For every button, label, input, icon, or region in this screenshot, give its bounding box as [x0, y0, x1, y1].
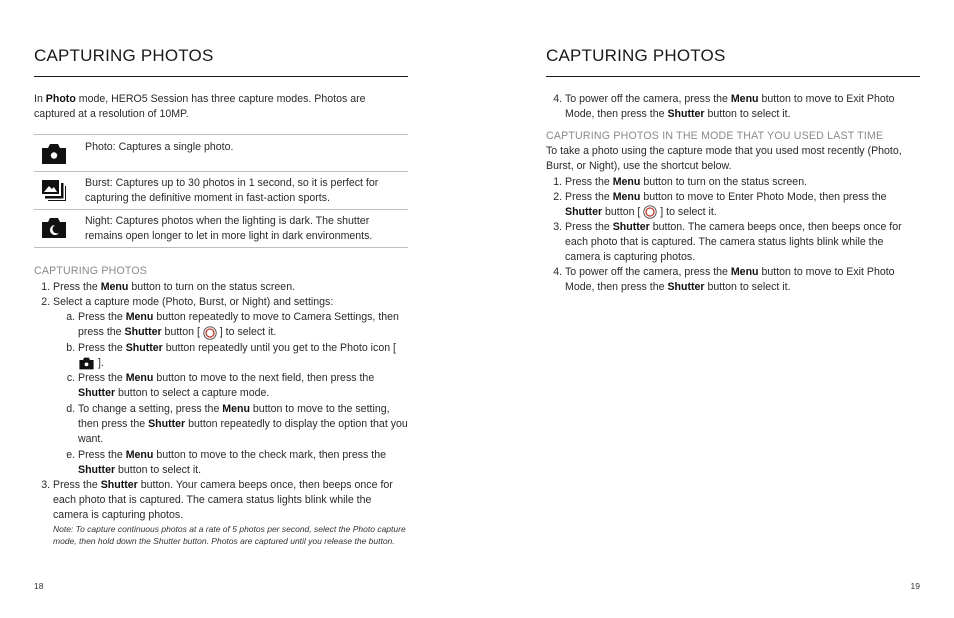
page-number: 18: [34, 581, 44, 591]
shortcut-steps-list: [546, 175, 920, 295]
right-page: [546, 0, 920, 618]
page-number: 19: [910, 581, 920, 591]
list-item: 4. To power off the camera, press the Menu button to move to Exit Photo Mode, then press the Shutter button to select it.: [565, 265, 920, 295]
list-item: 4. To power off the camera, press the Menu button to move to Exit Photo Mode, then press the Shutter button to select it.: [565, 92, 920, 122]
list-item: a. Press the Menu button repeatedly to move to Camera Settings, then press the Shutter button [ ] to select it.: [78, 310, 408, 341]
mode-row-burst: [34, 172, 408, 210]
mode-row-night: [34, 210, 408, 248]
list-item: b. Press the Shutter button repeatedly until you get to the Photo icon [ ].: [78, 341, 408, 372]
list-item: [53, 295, 408, 478]
list-item: c. Press the Menu button to move to the next field, then press the Shutter button to select a capture mode.: [78, 371, 408, 402]
substeps-list: [53, 310, 408, 478]
camera-icon: [78, 357, 95, 370]
mode-text-photo: Photo: Captures a single photo.: [85, 141, 234, 153]
steps-list: [34, 280, 408, 547]
title-rule: [34, 76, 408, 77]
intro-text: mode, HERO5 Session has three capture modes. Photos are captured at a resolution of 10MP.: [34, 93, 366, 120]
burst-icon: [41, 179, 67, 201]
page-title: CAPTURING PHOTOS: [546, 46, 726, 65]
note-text: Note: To capture continuous photos at a rate of 5 photos per second, select the Photo capture mode, then hold down the Shutter button. Photos are captured until you release the button.: [53, 524, 406, 547]
list-item: e. Press the Menu button to move to the check mark, then press the Shutter button to select it.: [78, 448, 408, 479]
camera-icon: [41, 143, 67, 165]
shutter-icon: [203, 326, 217, 340]
capture-modes-table: [34, 134, 408, 248]
intro-text: In: [34, 93, 46, 105]
intro-bold-photo: Photo: [45, 93, 76, 105]
night-icon: [41, 217, 67, 239]
list-item: 1. Press the Menu button to turn on the status screen.: [565, 175, 920, 190]
mode-text-night: Night: Captures photos when the lighting is dark. The shutter remains open longer to let in more light in dark environments.: [85, 215, 373, 242]
left-page: [34, 0, 408, 618]
mode-row-photo: [34, 135, 408, 172]
intro-paragraph: [34, 92, 394, 122]
shutter-icon: [643, 205, 657, 219]
mode-text-burst: Burst: Captures up to 30 photos in 1 second, so it is perfect for capturing the definitive moment in fast-action sports.: [85, 177, 379, 204]
step2-text: Select a capture mode (Photo, Burst, or Night) and settings:: [53, 296, 334, 308]
page-title: CAPTURING PHOTOS: [34, 46, 214, 65]
section-subheading: CAPTURING PHOTOS IN THE MODE THAT YOU USED LAST TIME: [546, 130, 884, 142]
list-item: 1. Press the Menu button to turn on the status screen.: [53, 280, 408, 295]
steps-list-continued: [546, 92, 920, 122]
list-item: 3. Press the Shutter button. The camera beeps once, then beeps once for each photo that is captured. The camera status lights blink while the camera is capturing photos.: [565, 220, 920, 265]
section-subheading: CAPTURING PHOTOS: [34, 265, 148, 277]
title-rule: [546, 76, 920, 77]
list-item: d. To change a setting, press the Menu button to move to the setting, then press the Shutter button repeatedly to display the option that you want.: [78, 402, 408, 448]
list-item: 3. Press the Shutter button. Your camera beeps once, then beeps once for each photo that is captured. The camera status lights blink while the camera is capturing photos. Note: To capture continuous photos at a rate of 5 photos per second, select the Photo capture mode, then hold down the Shutter button. Photos are captured until you release the button.: [53, 478, 408, 547]
shortcut-intro: To take a photo using the capture mode that you used most recently (Photo, Burst, or Night), use the shortcut below.: [546, 145, 902, 172]
list-item: 2. Press the Menu button to move to Enter Photo Mode, then press the Shutter button [ ] to select it.: [565, 190, 920, 220]
